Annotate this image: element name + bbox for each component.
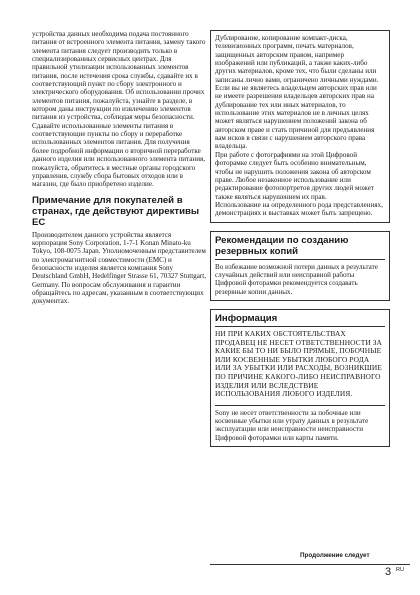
battery-disposal-text: устройства данных необходима подача постоянного питания от встроенного элемента питания, замену такого элемента питания следует производить только в специализированных сервисных центрах. Для правильной утилизации использованных элементов питания, после истечения срока службы, сдавайте их в соответствующий пункт по сбору электронного и электрического оборудования. Об использовании прочих элементов питания, пожалуйста, узнайте в разделе, в котором даны инструкции по извлечению элементов питания из устройства, соблюдая меры безопасности. Сдавайте использованные элементы питания в соответствующие пункты по сбору и переработке использованных элементов питания. Для получения более подробной информации о вторичной переработке данного изделия или использованного элемента питания, пожалуйста, обратитесь в местные органы городского управления, службу сбора бытовых отходов или в магазин, где было приобретено изделие. — [32, 30, 206, 189]
language-code: RU — [396, 567, 404, 573]
sony-liability-text: Sony не несет ответственности за побочные или косвенные убытки или утрату данных в результате эксплуатации или неисправности неисправности Цифровой фоторамки или карты памяти. — [215, 408, 369, 442]
sony-divider — [215, 405, 385, 406]
copyright-text: Дублирование, копирование компакт-диска, телевизионных программ, печать материалов, защищенных авторским правом, например изображений или публикаций, а также каких-либо других материалов, кроме тех, что были сделаны или записаны лично вами, ограничено личными нуждами. Если вы не являетесь владельцем авторских прав или не имеете разрешения владельцев авторских прав на дублирование тех или иных материалов, то использование этих материалов не в личных целях может являться нарушением положений закона об авторском праве и стать причиной для предъявления вам исков в связи с нарушением авторского права владельца. — [215, 34, 379, 151]
liability-caps-text: НИ ПРИ КАКИХ ОБСТОЯТЕЛЬСТВАХ ПРОДАВЕЦ НЕ НЕСЕТ ОТВЕТСТВЕННОСТИ ЗА КАКИЕ БЫ ТО НИ БЫЛО ПРЯМЫЕ, ПОБОЧНЫЕ ИЛИ КОСВЕННЫЕ УБЫТКИ ЛЮБОГО РОДА ИЛИ ЗА УБЫТКИ ИЛИ РАСХОДЫ, ВОЗНИКШИЕ ПО ПРИЧИНЕ КАКОГО-ЛИБО НЕИСПРАВНОГО ИЗДЕЛИЯ ИЛИ ВСЛЕДСТВИЕ ИСПОЛЬЗОВАНИЯ ЛЮБОГО ИЗДЕЛИЯ. — [215, 328, 382, 399]
footer-rule — [210, 564, 410, 565]
information-box — [210, 309, 390, 447]
information-divider — [215, 326, 385, 327]
information-heading: Информация — [215, 312, 278, 324]
eu-directive-heading: Примечание для покупателей в странах, где действуют директивы ЕС — [32, 194, 200, 228]
backup-heading: Рекомендации по созданию резервных копий — [215, 234, 349, 257]
page-number: 3 — [385, 566, 392, 578]
right-column — [210, 30, 390, 447]
continued-label: Продолжение следует — [300, 552, 370, 559]
backup-box — [210, 231, 390, 301]
copyright-box — [210, 30, 390, 223]
photo-copyright-text: При работе с фотографиями на этой Цифровой фоторамке следует быть особенно внимательным, чтобы не нарушить положения закона об авторском праве. Любое незаконное использование или редактирование фотопортретов других людей может также являться нарушением их прав. — [215, 150, 374, 201]
left-column — [32, 30, 208, 306]
backup-text: Во избежание возможной потери данных в результате случайных действий или неисправной работы Цифровой фоторамки рекомендуется создавать резервные копии данных. — [215, 262, 378, 296]
backup-divider — [215, 259, 385, 260]
eu-directive-text: Производителем данного устройства является корпорация Sony Corporation, 1-7-1 Konan Minato-ku Tokyo, 108-0075 Japan. Уполномоченным представителем по электромагнитной совместимости (EMC) и безопасности изделия является компания Sony Deutschland GmbH, Hedelfinger Strasse 61, 70327 Stuttgart, Germany. По вопросам обслуживания и гарантии обращайтесь по адресам, указанным в соответствующих документах. — [32, 230, 206, 306]
presentation-text: Использование на определенного рода представлениях, демонстрациях и выставках может быть запрещено. — [215, 200, 383, 218]
